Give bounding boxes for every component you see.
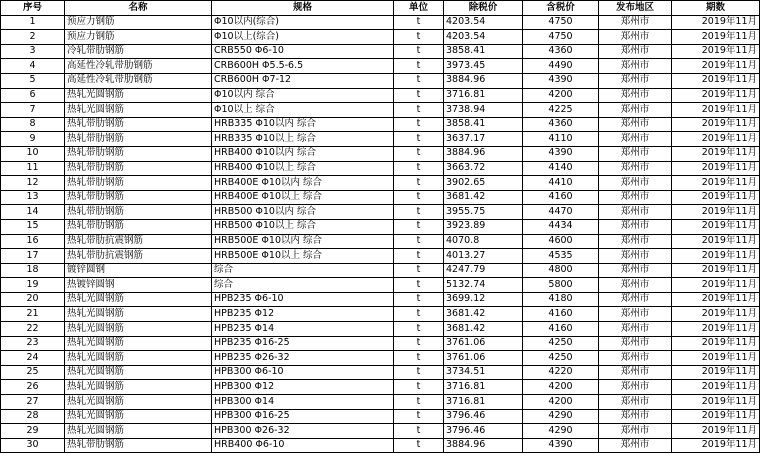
cell-price-excl-tax: 3955.75 <box>444 205 523 220</box>
table-row <box>1 103 760 118</box>
cell-period: 2019年11月 <box>672 234 760 249</box>
cell-unit: t <box>394 103 444 118</box>
cell-region: 郑州市 <box>599 292 672 307</box>
cell-name: 热轧带肋钢筋 <box>65 132 212 147</box>
cell-price-excl-tax: 5132.74 <box>444 278 523 293</box>
cell-period: 2019年11月 <box>672 44 760 59</box>
cell-spec: HPB300 Φ12 <box>212 380 394 395</box>
cell-price-incl-tax: 4290 <box>523 424 599 439</box>
cell-spec: HRB500 Φ10以内 综合 <box>212 205 394 220</box>
table-row <box>1 322 760 337</box>
cell-region: 郑州市 <box>599 351 672 366</box>
cell-spec: Φ10以内(综合) <box>212 15 394 30</box>
cell-region: 郑州市 <box>599 438 672 453</box>
cell-index: 19 <box>1 278 65 293</box>
cell-price-incl-tax: 4800 <box>523 263 599 278</box>
cell-period: 2019年11月 <box>672 190 760 205</box>
cell-index: 13 <box>1 190 65 205</box>
cell-index: 1 <box>1 15 65 30</box>
cell-price-excl-tax: 3884.96 <box>444 438 523 453</box>
cell-price-incl-tax: 4390 <box>523 438 599 453</box>
table-row <box>1 234 760 249</box>
cell-spec: CRB600H Φ5.5-6.5 <box>212 59 394 74</box>
table-row <box>1 30 760 45</box>
cell-price-excl-tax: 3681.42 <box>444 190 523 205</box>
cell-price-excl-tax: 3663.72 <box>444 161 523 176</box>
cell-spec: HRB400 Φ6-10 <box>212 438 394 453</box>
cell-price-incl-tax: 4750 <box>523 15 599 30</box>
cell-index: 5 <box>1 73 65 88</box>
cell-price-incl-tax: 4410 <box>523 176 599 191</box>
cell-name: 热轧光圆钢筋 <box>65 424 212 439</box>
cell-index: 8 <box>1 117 65 132</box>
table-row <box>1 205 760 220</box>
cell-region: 郑州市 <box>599 205 672 220</box>
cell-period: 2019年11月 <box>672 263 760 278</box>
cell-price-excl-tax: 4203.54 <box>444 30 523 45</box>
cell-region: 郑州市 <box>599 103 672 118</box>
cell-period: 2019年11月 <box>672 307 760 322</box>
cell-price-excl-tax: 4247.79 <box>444 263 523 278</box>
cell-name: 热轧带肋钢筋 <box>65 117 212 132</box>
col-header-period: 期数 <box>672 1 760 16</box>
cell-price-excl-tax: 3884.96 <box>444 73 523 88</box>
cell-price-excl-tax: 3738.94 <box>444 103 523 118</box>
cell-spec: HPB300 Φ14 <box>212 395 394 410</box>
cell-period: 2019年11月 <box>672 219 760 234</box>
cell-price-excl-tax: 3681.42 <box>444 322 523 337</box>
cell-unit: t <box>394 380 444 395</box>
cell-index: 28 <box>1 409 65 424</box>
cell-unit: t <box>394 365 444 380</box>
cell-period: 2019年11月 <box>672 365 760 380</box>
cell-price-incl-tax: 4200 <box>523 395 599 410</box>
cell-region: 郑州市 <box>599 395 672 410</box>
cell-name: 热轧光圆钢筋 <box>65 395 212 410</box>
cell-name: 热轧光圆钢筋 <box>65 292 212 307</box>
cell-price-excl-tax: 4203.54 <box>444 15 523 30</box>
cell-region: 郑州市 <box>599 44 672 59</box>
cell-index: 23 <box>1 336 65 351</box>
cell-name: 热轧光圆钢筋 <box>65 336 212 351</box>
cell-index: 11 <box>1 161 65 176</box>
cell-price-excl-tax: 3681.42 <box>444 307 523 322</box>
table-row <box>1 132 760 147</box>
cell-price-excl-tax: 3858.41 <box>444 117 523 132</box>
cell-index: 14 <box>1 205 65 220</box>
cell-price-incl-tax: 4110 <box>523 132 599 147</box>
cell-region: 郑州市 <box>599 219 672 234</box>
cell-name: 高延性冷轧带肋钢筋 <box>65 73 212 88</box>
cell-index: 3 <box>1 44 65 59</box>
cell-spec: HRB400E Φ10以内 综合 <box>212 176 394 191</box>
cell-price-incl-tax: 4225 <box>523 103 599 118</box>
cell-period: 2019年11月 <box>672 351 760 366</box>
cell-region: 郑州市 <box>599 30 672 45</box>
cell-unit: t <box>394 146 444 161</box>
cell-price-incl-tax: 4250 <box>523 336 599 351</box>
table-row <box>1 117 760 132</box>
cell-price-incl-tax: 4290 <box>523 409 599 424</box>
cell-region: 郑州市 <box>599 117 672 132</box>
cell-spec: HRB500E Φ10以内 综合 <box>212 234 394 249</box>
table-row <box>1 424 760 439</box>
cell-unit: t <box>394 176 444 191</box>
cell-index: 20 <box>1 292 65 307</box>
cell-price-incl-tax: 4160 <box>523 190 599 205</box>
cell-spec: HRB500E Φ10以上 综合 <box>212 249 394 264</box>
cell-name: 热轧光圆钢筋 <box>65 307 212 322</box>
cell-period: 2019年11月 <box>672 88 760 103</box>
cell-price-incl-tax: 4750 <box>523 30 599 45</box>
cell-region: 郑州市 <box>599 132 672 147</box>
cell-price-incl-tax: 4490 <box>523 59 599 74</box>
cell-index: 4 <box>1 59 65 74</box>
cell-index: 27 <box>1 395 65 410</box>
table-row <box>1 395 760 410</box>
cell-index: 7 <box>1 103 65 118</box>
cell-unit: t <box>394 336 444 351</box>
cell-period: 2019年11月 <box>672 132 760 147</box>
cell-spec: HPB235 Φ26-32 <box>212 351 394 366</box>
cell-name: 热轧光圆钢筋 <box>65 365 212 380</box>
cell-spec: Φ10以内 综合 <box>212 88 394 103</box>
cell-region: 郑州市 <box>599 424 672 439</box>
cell-price-excl-tax: 3734.51 <box>444 365 523 380</box>
cell-name: 热轧光圆钢筋 <box>65 322 212 337</box>
cell-name: 热轧光圆钢筋 <box>65 351 212 366</box>
cell-spec: HPB235 Φ6-10 <box>212 292 394 307</box>
cell-unit: t <box>394 205 444 220</box>
cell-region: 郑州市 <box>599 190 672 205</box>
cell-price-incl-tax: 4360 <box>523 117 599 132</box>
cell-period: 2019年11月 <box>672 205 760 220</box>
cell-region: 郑州市 <box>599 322 672 337</box>
table-row <box>1 219 760 234</box>
cell-region: 郑州市 <box>599 146 672 161</box>
cell-spec: HRB400E Φ10以上 综合 <box>212 190 394 205</box>
cell-index: 25 <box>1 365 65 380</box>
cell-unit: t <box>394 219 444 234</box>
cell-index: 9 <box>1 132 65 147</box>
table-row <box>1 44 760 59</box>
cell-region: 郑州市 <box>599 59 672 74</box>
col-header-unit: 单位 <box>394 1 444 16</box>
cell-price-incl-tax: 4600 <box>523 234 599 249</box>
cell-spec: Φ10以上(综合) <box>212 30 394 45</box>
cell-region: 郑州市 <box>599 88 672 103</box>
cell-spec: CRB550 Φ6-10 <box>212 44 394 59</box>
cell-price-excl-tax: 3761.06 <box>444 351 523 366</box>
cell-period: 2019年11月 <box>672 146 760 161</box>
cell-period: 2019年11月 <box>672 438 760 453</box>
cell-spec: HRB400 Φ10以上 综合 <box>212 161 394 176</box>
cell-unit: t <box>394 117 444 132</box>
cell-price-excl-tax: 4070.8 <box>444 234 523 249</box>
table-row <box>1 438 760 453</box>
cell-unit: t <box>394 263 444 278</box>
cell-period: 2019年11月 <box>672 59 760 74</box>
cell-name: 热轧带肋抗震钢筋 <box>65 234 212 249</box>
cell-name: 冷轧带肋钢筋 <box>65 44 212 59</box>
cell-spec: HPB300 Φ26-32 <box>212 424 394 439</box>
cell-index: 24 <box>1 351 65 366</box>
cell-name: 热轧光圆钢筋 <box>65 409 212 424</box>
cell-spec: HRB335 Φ10以内 综合 <box>212 117 394 132</box>
cell-price-excl-tax: 3796.46 <box>444 424 523 439</box>
cell-name: 热轧带肋钢筋 <box>65 161 212 176</box>
cell-index: 30 <box>1 438 65 453</box>
cell-spec: Φ10以上 综合 <box>212 103 394 118</box>
cell-price-excl-tax: 3716.81 <box>444 88 523 103</box>
cell-region: 郑州市 <box>599 409 672 424</box>
cell-period: 2019年11月 <box>672 249 760 264</box>
cell-price-incl-tax: 4470 <box>523 205 599 220</box>
table-row <box>1 146 760 161</box>
cell-unit: t <box>394 73 444 88</box>
cell-region: 郑州市 <box>599 15 672 30</box>
table-row <box>1 15 760 30</box>
cell-unit: t <box>394 307 444 322</box>
cell-region: 郑州市 <box>599 249 672 264</box>
cell-name: 热轧光圆钢筋 <box>65 103 212 118</box>
cell-index: 18 <box>1 263 65 278</box>
cell-unit: t <box>394 30 444 45</box>
cell-price-incl-tax: 4160 <box>523 307 599 322</box>
cell-spec: HRB500 Φ10以上 综合 <box>212 219 394 234</box>
cell-unit: t <box>394 351 444 366</box>
table-row <box>1 336 760 351</box>
table-row <box>1 249 760 264</box>
cell-region: 郑州市 <box>599 307 672 322</box>
cell-unit: t <box>394 278 444 293</box>
cell-region: 郑州市 <box>599 380 672 395</box>
table-row <box>1 88 760 103</box>
cell-price-incl-tax: 4200 <box>523 380 599 395</box>
table-row <box>1 365 760 380</box>
cell-spec: CRB600H Φ7-12 <box>212 73 394 88</box>
cell-spec: HRB400 Φ10以内 综合 <box>212 146 394 161</box>
table-row <box>1 190 760 205</box>
cell-price-incl-tax: 4250 <box>523 351 599 366</box>
cell-name: 高延性冷轧带肋钢筋 <box>65 59 212 74</box>
cell-period: 2019年11月 <box>672 30 760 45</box>
cell-region: 郑州市 <box>599 278 672 293</box>
cell-period: 2019年11月 <box>672 424 760 439</box>
cell-index: 29 <box>1 424 65 439</box>
table-row <box>1 351 760 366</box>
cell-name: 热轧带肋钢筋 <box>65 176 212 191</box>
cell-index: 12 <box>1 176 65 191</box>
cell-price-excl-tax: 3923.89 <box>444 219 523 234</box>
cell-period: 2019年11月 <box>672 292 760 307</box>
cell-index: 15 <box>1 219 65 234</box>
cell-region: 郑州市 <box>599 73 672 88</box>
cell-price-incl-tax: 4220 <box>523 365 599 380</box>
cell-name: 热镀锌圆钢 <box>65 278 212 293</box>
cell-spec: HPB300 Φ6-10 <box>212 365 394 380</box>
cell-spec: 综合 <box>212 278 394 293</box>
cell-price-excl-tax: 3973.45 <box>444 59 523 74</box>
cell-price-excl-tax: 3902.65 <box>444 176 523 191</box>
cell-region: 郑州市 <box>599 336 672 351</box>
cell-unit: t <box>394 234 444 249</box>
cell-period: 2019年11月 <box>672 380 760 395</box>
cell-index: 21 <box>1 307 65 322</box>
cell-price-incl-tax: 5800 <box>523 278 599 293</box>
cell-name: 热轧带肋钢筋 <box>65 438 212 453</box>
cell-period: 2019年11月 <box>672 322 760 337</box>
col-header-spec: 规格 <box>212 1 394 16</box>
cell-price-incl-tax: 4180 <box>523 292 599 307</box>
cell-price-incl-tax: 4160 <box>523 322 599 337</box>
cell-period: 2019年11月 <box>672 161 760 176</box>
cell-price-incl-tax: 4434 <box>523 219 599 234</box>
col-header-price-excl-tax: 除税价 <box>444 1 523 16</box>
cell-price-excl-tax: 3637.17 <box>444 132 523 147</box>
cell-unit: t <box>394 249 444 264</box>
cell-index: 22 <box>1 322 65 337</box>
cell-name: 镀锌圆钢 <box>65 263 212 278</box>
cell-spec: HPB235 Φ16-25 <box>212 336 394 351</box>
cell-unit: t <box>394 190 444 205</box>
table-row <box>1 409 760 424</box>
cell-unit: t <box>394 15 444 30</box>
cell-period: 2019年11月 <box>672 15 760 30</box>
cell-unit: t <box>394 59 444 74</box>
cell-index: 10 <box>1 146 65 161</box>
cell-unit: t <box>394 161 444 176</box>
cell-period: 2019年11月 <box>672 336 760 351</box>
cell-price-incl-tax: 4360 <box>523 44 599 59</box>
cell-spec: HPB235 Φ14 <box>212 322 394 337</box>
cell-price-excl-tax: 3858.41 <box>444 44 523 59</box>
cell-name: 热轧光圆钢筋 <box>65 88 212 103</box>
cell-price-excl-tax: 3761.06 <box>444 336 523 351</box>
cell-unit: t <box>394 88 444 103</box>
cell-unit: t <box>394 292 444 307</box>
cell-unit: t <box>394 424 444 439</box>
table-row <box>1 380 760 395</box>
col-header-region: 发布地区 <box>599 1 672 16</box>
cell-period: 2019年11月 <box>672 73 760 88</box>
cell-spec: HPB235 Φ12 <box>212 307 394 322</box>
table-row <box>1 161 760 176</box>
col-header-index: 序号 <box>1 1 65 16</box>
cell-period: 2019年11月 <box>672 176 760 191</box>
table-row <box>1 73 760 88</box>
cell-price-incl-tax: 4200 <box>523 88 599 103</box>
table-row <box>1 292 760 307</box>
cell-unit: t <box>394 322 444 337</box>
cell-period: 2019年11月 <box>672 103 760 118</box>
cell-name: 热轧带肋钢筋 <box>65 219 212 234</box>
cell-price-incl-tax: 4140 <box>523 161 599 176</box>
cell-index: 16 <box>1 234 65 249</box>
cell-region: 郑州市 <box>599 365 672 380</box>
cell-name: 热轧带肋钢筋 <box>65 146 212 161</box>
cell-name: 预应力钢筋 <box>65 15 212 30</box>
cell-unit: t <box>394 44 444 59</box>
cell-period: 2019年11月 <box>672 117 760 132</box>
header-row <box>1 1 760 16</box>
cell-name: 预应力钢筋 <box>65 30 212 45</box>
table-row <box>1 176 760 191</box>
cell-unit: t <box>394 438 444 453</box>
cell-region: 郑州市 <box>599 234 672 249</box>
cell-name: 热轧带肋抗震钢筋 <box>65 249 212 264</box>
cell-price-incl-tax: 4390 <box>523 146 599 161</box>
cell-index: 26 <box>1 380 65 395</box>
cell-price-incl-tax: 4390 <box>523 73 599 88</box>
cell-unit: t <box>394 395 444 410</box>
cell-name: 热轧带肋钢筋 <box>65 205 212 220</box>
cell-spec: HPB300 Φ16-25 <box>212 409 394 424</box>
cell-price-excl-tax: 3716.81 <box>444 395 523 410</box>
table-body <box>1 15 760 453</box>
cell-period: 2019年11月 <box>672 278 760 293</box>
cell-index: 2 <box>1 30 65 45</box>
cell-unit: t <box>394 132 444 147</box>
cell-region: 郑州市 <box>599 161 672 176</box>
cell-spec: HRB335 Φ10以上 综合 <box>212 132 394 147</box>
cell-name: 热轧光圆钢筋 <box>65 380 212 395</box>
cell-price-incl-tax: 4535 <box>523 249 599 264</box>
cell-name: 热轧带肋钢筋 <box>65 190 212 205</box>
cell-period: 2019年11月 <box>672 395 760 410</box>
cell-price-excl-tax: 3699.12 <box>444 292 523 307</box>
col-header-price-incl-tax: 含税价 <box>523 1 599 16</box>
cell-price-excl-tax: 3716.81 <box>444 380 523 395</box>
cell-index: 17 <box>1 249 65 264</box>
table-row <box>1 307 760 322</box>
cell-region: 郑州市 <box>599 263 672 278</box>
table-row <box>1 263 760 278</box>
cell-spec: 综合 <box>212 263 394 278</box>
table-row <box>1 278 760 293</box>
cell-unit: t <box>394 409 444 424</box>
cell-price-excl-tax: 4013.27 <box>444 249 523 264</box>
cell-period: 2019年11月 <box>672 409 760 424</box>
cell-price-excl-tax: 3796.46 <box>444 409 523 424</box>
cell-price-excl-tax: 3884.96 <box>444 146 523 161</box>
col-header-name: 名称 <box>65 1 212 16</box>
cell-index: 6 <box>1 88 65 103</box>
cell-region: 郑州市 <box>599 176 672 191</box>
table-row <box>1 59 760 74</box>
